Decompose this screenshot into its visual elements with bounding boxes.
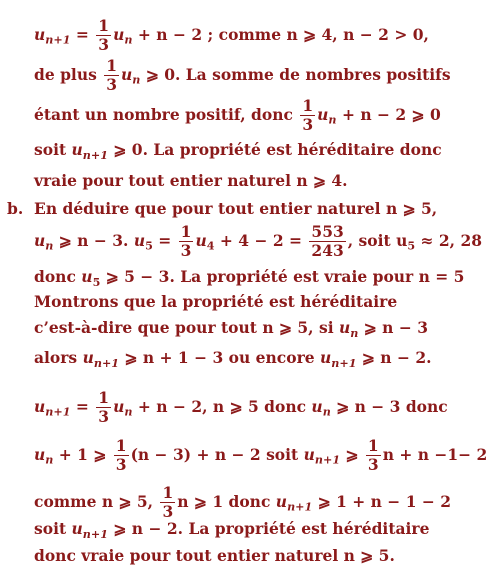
subscript: n+1 [45,33,71,47]
line-recurrence [34,18,429,54]
part-b-statement: En déduire que pour tout entier naturel n ⩾ 5, [34,199,438,218]
line-donc-u5: donc $u_5$ ⩾ 5 − 3. La propriété est vraie pour n = 5 [34,267,465,289]
text: + n − 2 ; comme n ⩾ 4, n − 2 > 0, [132,24,429,44]
u-symbol: u [34,24,46,44]
line-vraie: vraie pour tout entier naturel n ⩾ 4. [34,171,348,190]
line-recurrence-2: $u_{n+1}$ = $\frac{1}{3}$ $u_n + n - 2$, n ⩾ 5 donc $u_n$ ⩾ n − 3 donc [34,388,448,427]
line-conclusion: donc vraie pour tout entier naturel n ⩾ 5. [34,546,395,565]
line-alors: alors $u_{n+1}$ ⩾ n + 1 − 3 ou encore $u_{n+1}$ ⩾ n − 2. [34,348,432,370]
fraction: $\frac{1}{3}$ [302,96,314,135]
subscript: n [124,33,133,47]
fraction: $\frac{1}{3}$ [98,16,110,55]
line-de-plus: de plus $\frac{1}{3}$ $u_n$ ⩾ 0. La somme de nombres positifs [34,56,451,95]
line-soit-2: soit $u_{n+1}$ ⩾ n − 2. La propriété est héréditaire [34,519,430,541]
equals: = [70,24,95,44]
line-etant: étant un nombre positif, donc $\frac{1}{3}$ $u_n + n - 2$ ⩾ 0 [34,96,441,135]
part-label: b. [7,199,24,218]
fraction: $\frac{1}{3}$ [115,436,127,475]
line-comme: comme n ⩾ 5, $\frac{1}{3}$ n ⩾ 1 donc $u_{n+1}$ ⩾ 1 + n − 1 − 2 [34,483,452,522]
line-u5: $u_n$ ⩾ n − 3. $u_5$ = $\frac{1}{3}$ $u_4 + 4 - 2$ = $\frac{553}{243}$ , soit $u_5 \approx 2$, 28 [34,222,483,261]
fraction: $\frac{1}{3}$ [367,436,379,475]
fraction: $\frac{1}{3}$ [180,222,192,261]
part-b-heading [7,201,23,217]
fraction: $\frac{1}{3}$ [162,483,174,522]
line-cest-a-dire: c’est-à-dire que pour tout n ⩾ 5, si $u_n$ ⩾ n − 3 [34,318,429,340]
line-inequality: $u_n + 1$ ⩾ $\frac{1}{3}$ (n − 3) + n − 2 soit $u_{n+1}$ ⩾ $\frac{1}{3}$ n + n −1− 2 [34,436,487,475]
fraction: $\frac{553}{243}$ [311,222,344,261]
line-montrons: Montrons que la propriété est héréditaire [34,292,398,311]
line-soit: soit $u_{n+1}$ ⩾ 0. La propriété est héréditaire donc [34,140,442,162]
fraction: $\frac{1}{3}$ [106,56,118,95]
fraction: $\frac{1}{3}$ [98,388,110,427]
u-symbol: u [113,24,125,44]
